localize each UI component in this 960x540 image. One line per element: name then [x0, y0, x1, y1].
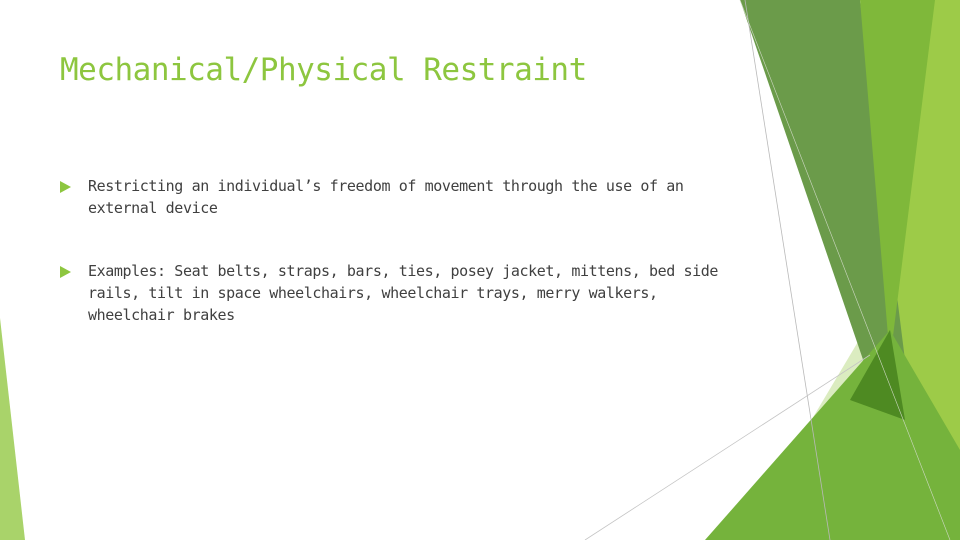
left-edge-stripe — [0, 318, 25, 540]
bullet-text: Restricting an individual’s freedom of movement through the use of an external device — [88, 177, 684, 217]
slide-title: Mechanical/Physical Restraint — [60, 52, 587, 88]
right-triangle-arrow-icon — [60, 266, 71, 278]
bullet-item — [60, 260, 730, 326]
right-triangle-arrow-icon — [60, 181, 71, 193]
bullet-text: Examples: Seat belts, straps, bars, ties, posey jacket, mittens, bed side rails, tilt in space wheelchairs, wheelchair trays, merry walkers, wheelchair brakes — [88, 262, 719, 324]
bullet-item — [60, 175, 730, 219]
bullet-list — [60, 175, 730, 367]
